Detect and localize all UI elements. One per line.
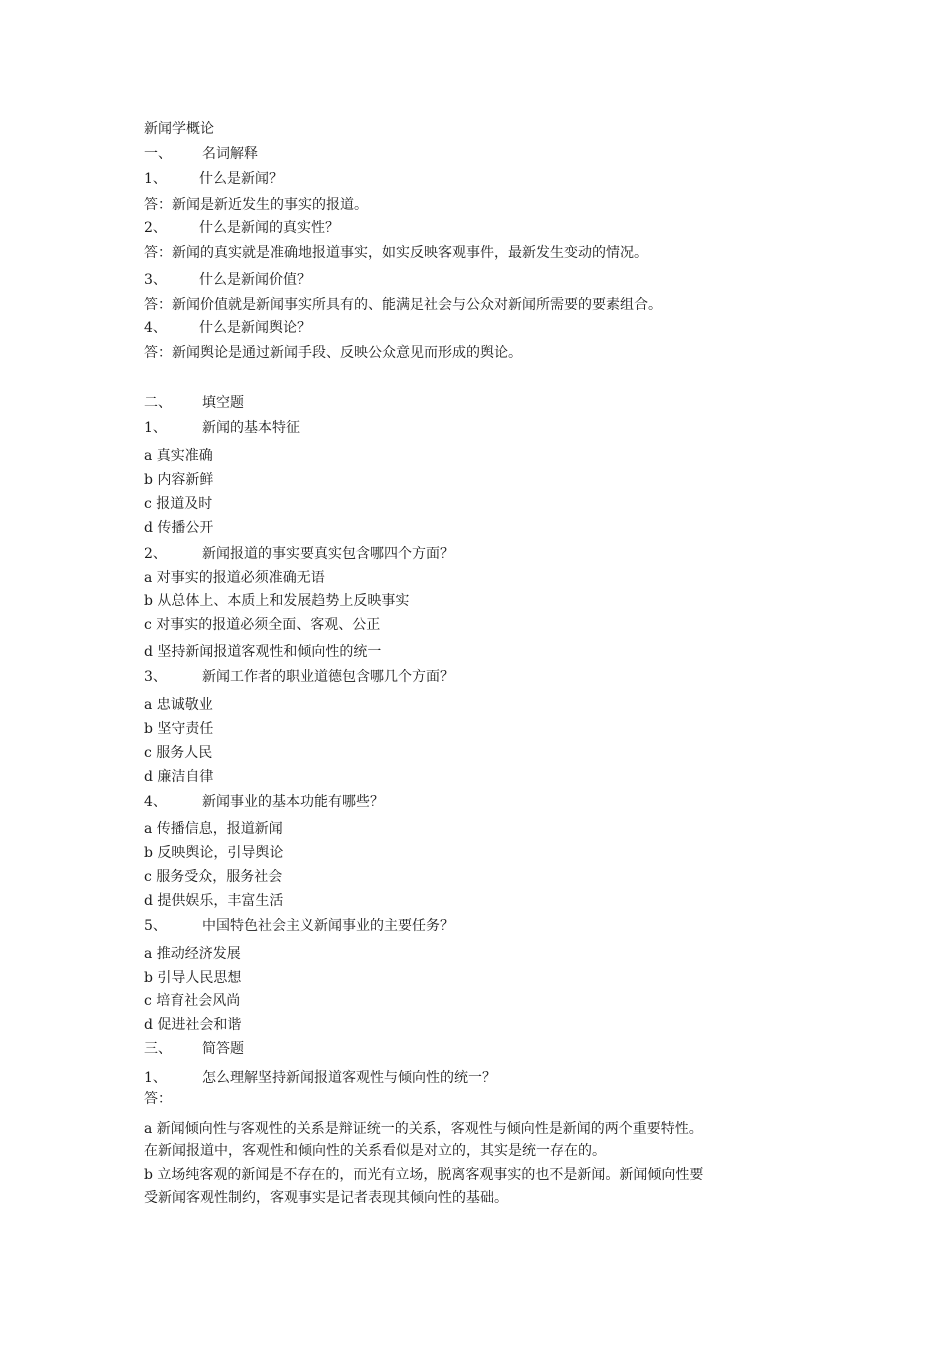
option-line: b 内容新鲜: [144, 472, 214, 488]
question-line: [144, 1069, 496, 1087]
question-number: 5、: [144, 918, 167, 934]
option-line: a 忠诚敬业: [144, 697, 213, 713]
question-number: 1、: [144, 1070, 167, 1086]
paragraph-line: 受新闻客观性制约，客观事实是记者表现其倾向性的基础。: [144, 1190, 508, 1206]
question-text: 新闻的基本特征: [202, 420, 300, 436]
question-text: 中国特色社会主义新闻事业的主要任务？: [202, 918, 454, 934]
document-title: 新闻学概论: [144, 121, 214, 137]
paragraph-line: a 新闻倾向性与客观性的关系是辩证统一的关系，客观性与倾向性是新闻的两个重要特性。: [144, 1121, 703, 1137]
question-number: 1、: [144, 420, 167, 436]
question-number: 2、: [144, 546, 167, 562]
option-line: b 坚守责任: [144, 721, 214, 737]
paragraph-line: 在新闻报道中，客观性和倾向性的关系看似是对立的，其实是统一存在的。: [144, 1143, 606, 1159]
section-number: 一、: [144, 146, 172, 162]
option-line: d 促进社会和谐: [144, 1017, 242, 1033]
question-text: 什么是新闻的真实性？: [199, 220, 339, 236]
option-line: d 传播公开: [144, 520, 214, 536]
section-2-heading: [144, 394, 244, 412]
section-1-heading: [144, 145, 258, 163]
question-line: [144, 419, 300, 437]
question-number: 2、: [144, 220, 167, 236]
question-line: [144, 271, 311, 289]
answer-line: 答：新闻价值就是新闻事实所具有的、能满足社会与公众对新闻所需要的要素组合。: [144, 297, 662, 313]
option-line: d 坚持新闻报道客观性和倾向性的统一: [144, 644, 382, 660]
question-number: 4、: [144, 320, 167, 336]
section-number: 二、: [144, 395, 172, 411]
answer-line: 答：新闻的真实就是准确地报道事实，如实反映客观事件，最新发生变动的情况。: [144, 245, 648, 261]
option-line: c 服务人民: [144, 745, 213, 761]
option-line: a 推动经济发展: [144, 946, 241, 962]
question-number: 3、: [144, 669, 167, 685]
option-line: d 廉洁自律: [144, 769, 214, 785]
section-title: 名词解释: [202, 146, 258, 162]
question-text: 怎么理解坚持新闻报道客观性与倾向性的统一？: [202, 1070, 496, 1086]
option-line: b 引导人民思想: [144, 970, 242, 986]
question-text: 新闻工作者的职业道德包含哪几个方面？: [202, 669, 454, 685]
answer-line: 答：新闻舆论是通过新闻手段、反映公众意见而形成的舆论。: [144, 345, 522, 361]
question-text: 什么是新闻价值？: [199, 272, 311, 288]
option-line: b 反映舆论，引导舆论: [144, 845, 284, 861]
question-line: [144, 170, 283, 188]
section-title: 简答题: [202, 1041, 244, 1057]
paragraph-line: b 立场纯客观的新闻是不存在的，而光有立场，脱离客观事实的也不是新闻。新闻倾向性要: [144, 1167, 704, 1183]
question-line: [144, 319, 311, 337]
option-line: a 传播信息，报道新闻: [144, 821, 283, 837]
option-line: a 真实准确: [144, 448, 213, 464]
option-line: a 对事实的报道必须准确无语: [144, 570, 325, 586]
question-text: 新闻事业的基本功能有哪些？: [202, 794, 384, 810]
section-number: 三、: [144, 1041, 172, 1057]
option-line: d 提供娱乐，丰富生活: [144, 893, 284, 909]
section-title: 填空题: [202, 395, 244, 411]
section-3-heading: [144, 1040, 244, 1058]
question-line: [144, 219, 339, 237]
option-line: b 从总体上、本质上和发展趋势上反映事实: [144, 593, 410, 609]
question-number: 1、: [144, 171, 167, 187]
option-line: c 服务受众，服务社会: [144, 869, 283, 885]
question-text: 什么是新闻？: [199, 171, 283, 187]
answer-label: 答：: [144, 1091, 172, 1107]
question-text: 什么是新闻舆论？: [199, 320, 311, 336]
question-number: 3、: [144, 272, 167, 288]
question-line: [144, 545, 454, 563]
question-line: [144, 917, 454, 935]
question-line: [144, 668, 454, 686]
option-line: c 报道及时: [144, 496, 213, 512]
question-number: 4、: [144, 794, 167, 810]
answer-line: 答：新闻是新近发生的事实的报道。: [144, 197, 368, 213]
question-line: [144, 793, 384, 811]
option-line: c 对事实的报道必须全面、客观、公正: [144, 617, 381, 633]
question-text: 新闻报道的事实要真实包含哪四个方面？: [202, 546, 454, 562]
option-line: c 培育社会风尚: [144, 993, 241, 1009]
